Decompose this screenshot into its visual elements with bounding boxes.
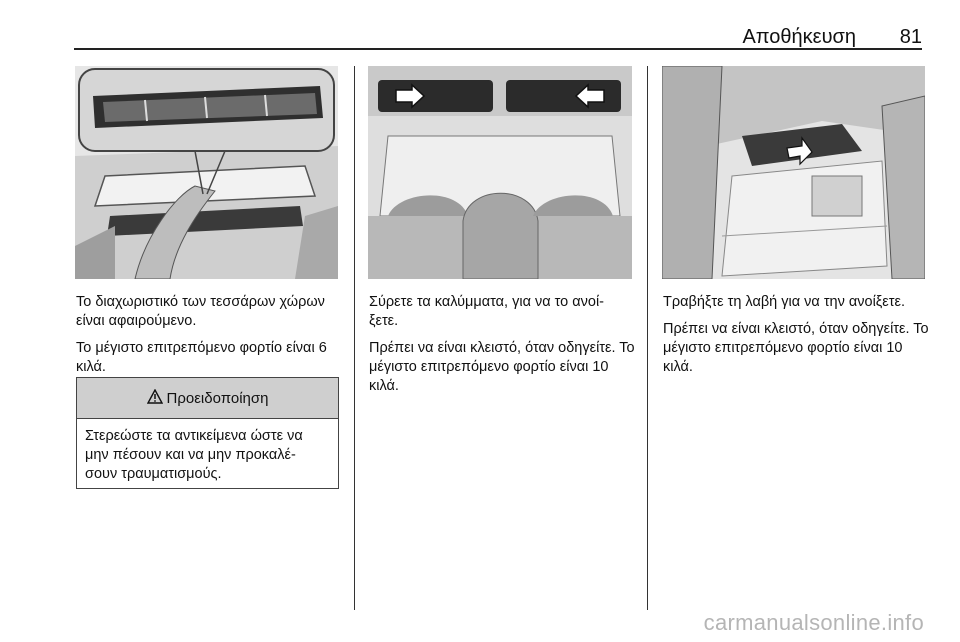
- paragraph: Πρέπει να είναι κλειστό, όταν οδηγείτε. Το μέγιστο επιτρεπόμενο φορτίο είναι 10 κιλά.: [369, 340, 635, 394]
- column-2-text: [369, 293, 637, 404]
- column-1-text: [76, 293, 346, 385]
- figure-rear-overhead-storage: [662, 66, 925, 279]
- header-rule: [74, 48, 922, 50]
- paragraph: Τραβήξτε τη λαβή για να την ανοίξετε.: [663, 294, 905, 310]
- warning-box: [76, 377, 339, 489]
- paragraph: Σύρετε τα καλύμματα, για να το ανοί- ξετε.: [369, 294, 605, 329]
- column-3-text: [663, 293, 931, 385]
- figure-roof-storage-divider: [75, 66, 338, 279]
- paragraph: Το διαχωριστικό των τεσσάρων χώρων είναι αφαιρούμενο.: [76, 294, 325, 329]
- warning-triangle-icon: [147, 389, 163, 408]
- watermark: carmanualsonline.info: [703, 610, 924, 635]
- page-number: 81: [899, 26, 922, 48]
- paragraph: Το μέγιστο επιτρεπόμενο φορτίο είναι 6 κιλά.: [76, 340, 327, 375]
- warning-title: Προειδοποίηση: [166, 389, 269, 407]
- figure-sliding-covers: [368, 66, 632, 279]
- column-divider-1: [354, 66, 355, 610]
- warning-body: Στερεώστε τα αντικείμενα ώστε να μην πέσουν και να μην προκαλέ- σουν τραυματισμούς.: [85, 428, 303, 482]
- warning-header: [77, 378, 338, 419]
- column-divider-2: [647, 66, 648, 610]
- paragraph: Πρέπει να είναι κλειστό, όταν οδηγείτε. Το μέγιστο επιτρεπόμενο φορτίο είναι 10 κιλά.: [663, 321, 929, 375]
- page-title: Αποθήκευση: [742, 26, 856, 48]
